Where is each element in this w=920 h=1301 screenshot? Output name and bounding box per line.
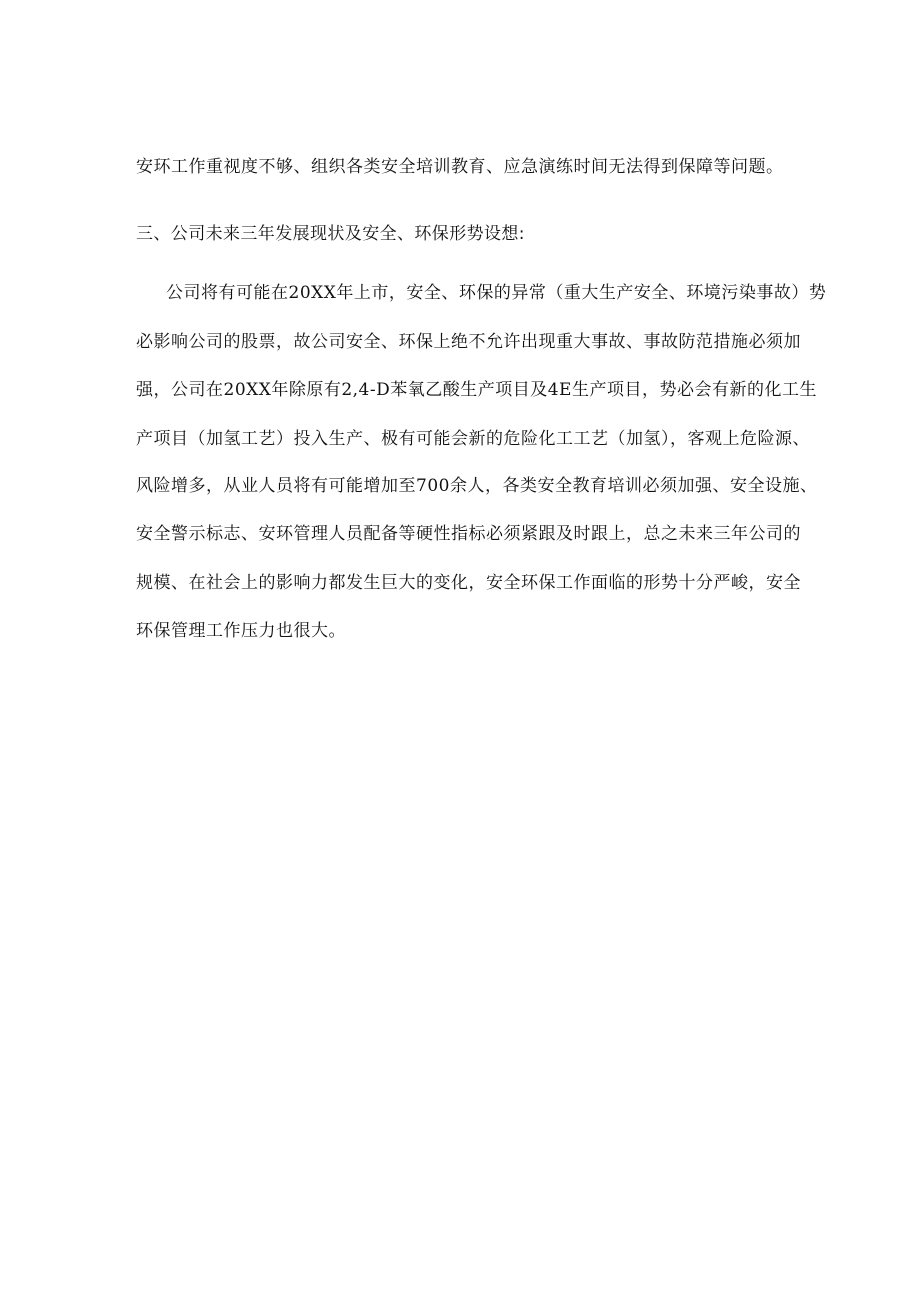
paragraph-line: 风险增多，从业人员将有可能增加至700余人，各类安全教育培训必须加强、安全设施、: [136, 476, 818, 496]
paragraph-line: 公司将有可能在20XX年上市，安全、环保的异常（重大生产安全、环境污染事故）势: [166, 283, 827, 303]
intro-line: 安环工作重视度不够、组织各类安全培训教育、应急演练时间无法得到保障等问题。: [136, 157, 784, 177]
paragraph-line: 环保管理工作压力也很大。: [136, 621, 346, 641]
paragraph-line: 产项目（加氢工艺）投入生产、极有可能会新的危险化工工艺（加氢），客观上危险源、: [136, 429, 810, 449]
paragraph-line: 规模、在社会上的影响力都发生巨大的变化，安全环保工作面临的形势十分严峻，安全: [136, 573, 801, 593]
paragraph-line: 安全警示标志、安环管理人员配备等硬性指标必须紧跟及时跟上，总之未来三年公司的: [136, 524, 801, 544]
paragraph-line: 强，公司在20XX年除原有2,4-D苯氧乙酸生产项目及4E生产项目，势必会有新的化工生: [136, 380, 817, 400]
section-heading: 三、公司未来三年发展现状及安全、环保形势设想:: [136, 224, 525, 244]
paragraph-line: 必影响公司的股票，故公司安全、环保上绝不允许出现重大事故、事故防范措施必须加: [136, 332, 801, 352]
